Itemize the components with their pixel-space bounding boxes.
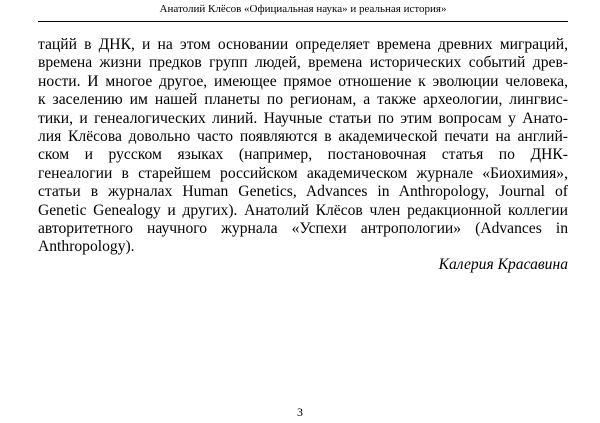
text-line: Anthropology).: [38, 238, 135, 256]
author-signature: Калерия Красавина: [438, 256, 568, 273]
body-paragraph: [38, 36, 568, 257]
text-line: ском и русском языках (например, постановочная статья по ДНК-: [38, 146, 568, 164]
text-line: статьи в журналах Human Genetics, Advances in Anthropology, Journal of: [38, 183, 568, 201]
text-line: ности. И многое другое, имеющее прямое отношение к эволюции человека,: [38, 72, 568, 90]
page-number: 3: [297, 405, 303, 419]
text-line: лия Клёсова довольно часто появляются в академической печати на англий-: [38, 127, 568, 145]
text-line: тацйй в ДНК, и на этом основании определяет времена древних миграций,: [38, 36, 568, 53]
text-line: Genetic Genealogy и других). Анатолий Клёсов член редакционной коллегии: [38, 201, 568, 219]
running-header: Анатолий Клёсов «Официальная наука» и реальная история»: [159, 3, 447, 15]
text-line: к заселению им нашей планеты по регионам, а также археологии, лингвис-: [38, 91, 568, 109]
text-line: генеалогии в старейшем российском академическом журнале «Биохимия»,: [38, 164, 568, 182]
text-line: времена жизни предков групп людей, времена исторических событий древ-: [38, 54, 568, 72]
text-line: авторитетного научного журнала «Успехи антропологии» (Advances in: [38, 219, 568, 237]
header-rule: [38, 21, 568, 22]
text-line: тики, и генеалогических линий. Научные статьи по этим вопросам у Анато-: [38, 109, 568, 127]
